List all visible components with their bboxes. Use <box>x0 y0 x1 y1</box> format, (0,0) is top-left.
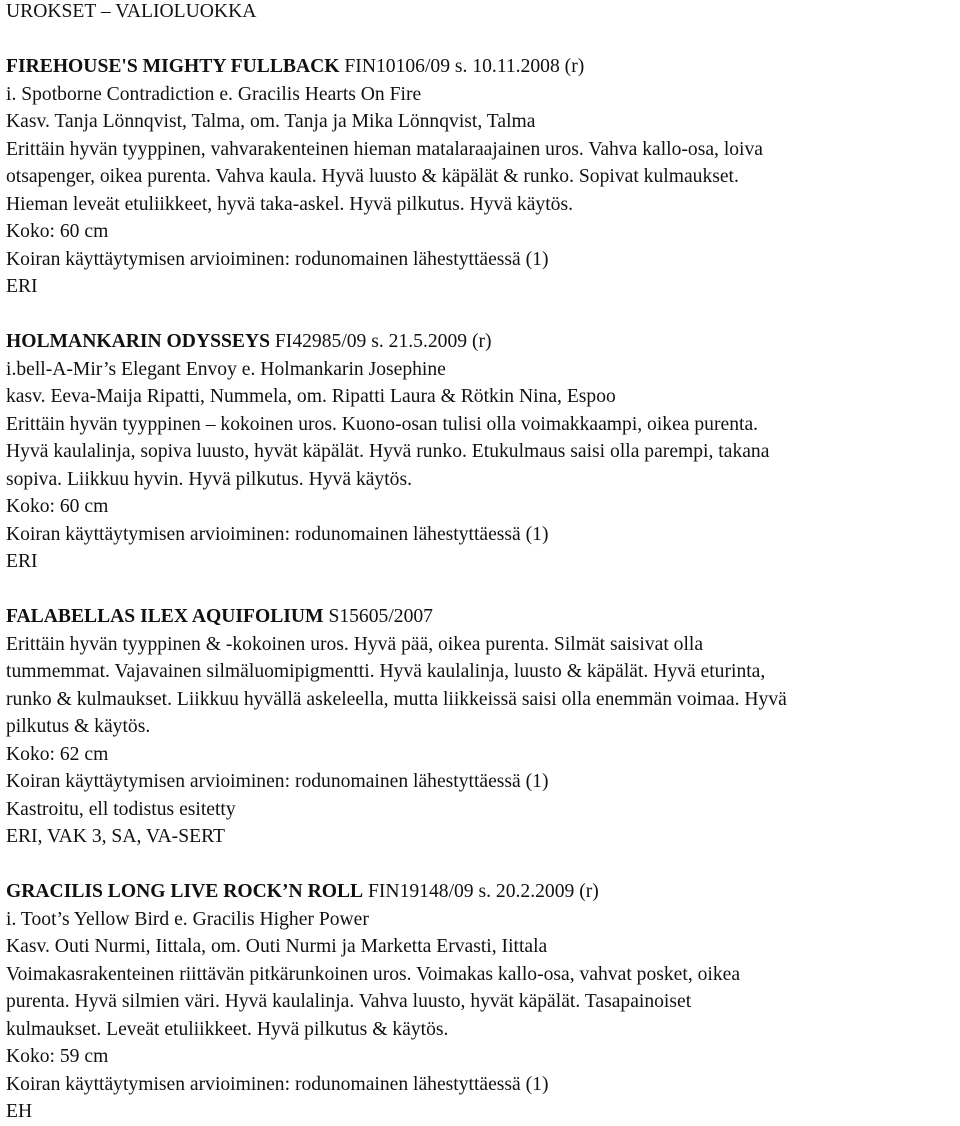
dog-entry <box>6 878 954 1126</box>
breeder-owner-line: Kasv. Outi Nurmi, Iittala, om. Outi Nurmi ja Marketta Ervasti, Iittala <box>6 936 548 957</box>
critique-line: Erittäin hyvän tyyppinen & -kokoinen uros. Hyvä pää, oikea purenta. Silmät saisivat olla <box>6 633 704 655</box>
critique-line: runko & kulmaukset. Liikkuu hyvällä askeleella, mutta liikkeissä saisi olla enemmän voimaa. Hyvä <box>6 688 787 710</box>
dog-header <box>6 603 954 631</box>
spacer <box>6 851 954 879</box>
pedigree-line: i. Spotborne Contradiction e. Gracilis Hearts On Fire <box>6 83 422 105</box>
spacer <box>6 301 954 329</box>
pedigree-line: i. Toot’s Yellow Bird e. Gracilis Higher Power <box>6 908 369 930</box>
critique-line: Erittäin hyvän tyyppinen – kokoinen uros. Kuono-osan tulisi olla voimakkaampi, oikea purenta. <box>6 413 759 435</box>
behaviour-line: Koiran käyttäytymisen arvioiminen: rodunomainen lähestyttäessä (1) <box>6 248 549 270</box>
dog-header <box>6 53 954 81</box>
critique-line: tummemmat. Vajavainen silmäluomipigmentti. Hyvä kaulalinja, luusto & käpälät. Hyvä eturinta, <box>6 661 766 682</box>
size-line: Koko: 62 cm <box>6 743 109 765</box>
spacer <box>6 576 954 604</box>
registration-info: FIN19148/09 s. 20.2.2009 (r) <box>363 881 599 902</box>
breeder-owner-line: kasv. Eeva-Maija Ripatti, Nummela, om. Ripatti Laura & Rötkin Nina, Espoo <box>6 386 616 407</box>
dog-name: FALABELLAS ILEX AQUIFOLIUM <box>6 606 324 627</box>
result-line: ERI <box>6 276 38 297</box>
critique-line: Hieman leveät etuliikkeet, hyvä taka-askel. Hyvä pilkutus. Hyvä käytös. <box>6 193 573 215</box>
critique-line: pilkutus & käytös. <box>6 716 151 737</box>
result-line: EH <box>6 1101 33 1122</box>
size-line: Koko: 60 cm <box>6 221 109 242</box>
spacer <box>6 26 954 54</box>
dog-name: FIREHOUSE'S MIGHTY FULLBACK <box>6 56 340 77</box>
document-page <box>6 0 954 1126</box>
behaviour-line: Koiran käyttäytymisen arvioiminen: rodunomainen lähestyttäessä (1) <box>6 771 549 792</box>
size-line: Koko: 60 cm <box>6 496 109 517</box>
registration-info: S15605/2007 <box>323 606 433 627</box>
behaviour-line: Koiran käyttäytymisen arvioiminen: rodunomainen lähestyttäessä (1) <box>6 1073 549 1095</box>
breeder-owner-line: Kasv. Tanja Lönnqvist, Talma, om. Tanja ja Mika Lönnqvist, Talma <box>6 111 536 132</box>
critique-line: Erittäin hyvän tyyppinen, vahvarakenteinen hieman matalaraajainen uros. Vahva kallo-osa, loiva <box>6 138 763 160</box>
registration-info: FI42985/09 s. 21.5.2009 (r) <box>270 331 492 352</box>
dog-header <box>6 878 954 906</box>
dog-entry <box>6 53 954 301</box>
dog-header <box>6 328 954 356</box>
critique-line: Hyvä kaulalinja, sopiva luusto, hyvät käpälät. Hyvä runko. Etukulmaus saisi olla parempi, takana <box>6 441 770 462</box>
registration-info: FIN10106/09 s. 10.11.2008 (r) <box>339 56 585 77</box>
critique-line: kulmaukset. Leveät etuliikkeet. Hyvä pilkutus & käytös. <box>6 1018 449 1040</box>
critique-line: otsapenger, oikea purenta. Vahva kaula. Hyvä luusto & käpälät & runko. Sopivat kulmaukset. <box>6 166 739 187</box>
behaviour-line: Koiran käyttäytymisen arvioiminen: rodunomainen lähestyttäessä (1) <box>6 523 549 545</box>
dog-entry <box>6 328 954 576</box>
critique-line: sopiva. Liikkuu hyvin. Hyvä pilkutus. Hyvä käytös. <box>6 468 412 490</box>
critique-line: Voimakasrakenteinen riittävän pitkärunkoinen uros. Voimakas kallo-osa, vahvat posket, oikea <box>6 963 741 985</box>
result-line: ERI <box>6 551 38 572</box>
critique-line: purenta. Hyvä silmien väri. Hyvä kaulalinja. Vahva luusto, hyvät käpälät. Tasapainoiset <box>6 991 692 1012</box>
note-line: Kastroitu, ell todistus esitetty <box>6 798 236 820</box>
result-line: ERI, VAK 3, SA, VA-SERT <box>6 826 225 847</box>
dog-entry <box>6 603 954 851</box>
size-line: Koko: 59 cm <box>6 1046 109 1067</box>
dog-name: HOLMANKARIN ODYSSEYS <box>6 331 271 352</box>
pedigree-line: i.bell-A-Mir’s Elegant Envoy e. Holmankarin Josephine <box>6 358 446 380</box>
section-title: UROKSET – VALIOLUOKKA <box>6 1 257 22</box>
dog-name: GRACILIS LONG LIVE ROCK’N ROLL <box>6 881 364 902</box>
